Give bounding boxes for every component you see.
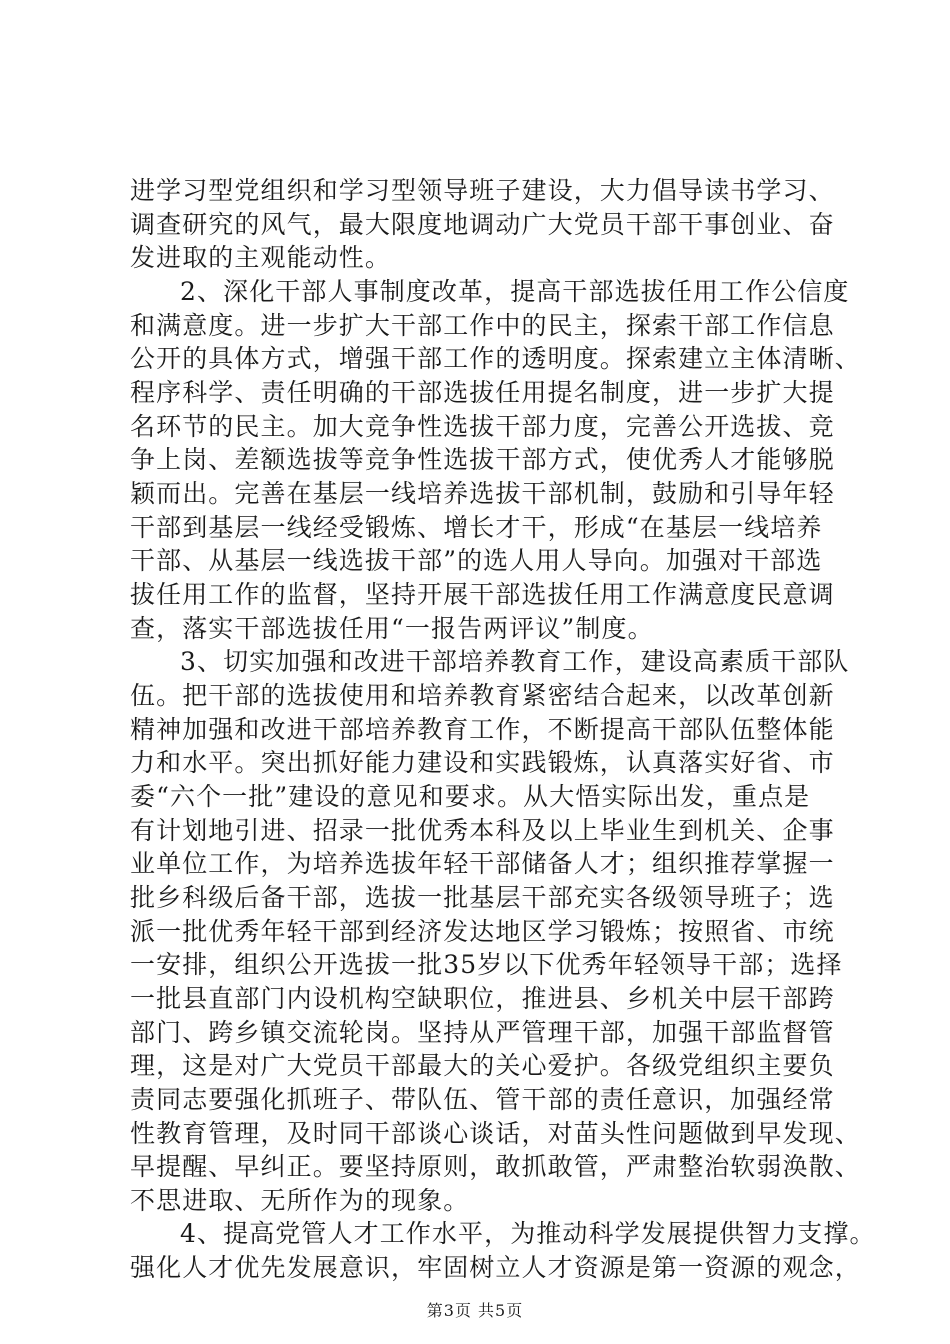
body-line: 程序科学、责任明确的干部选拔任用提名制度，进一步扩大提 (130, 378, 835, 407)
paragraph-start-line: 2、深化干部人事制度改革，提高干部选拔任用工作公信度 (180, 277, 850, 306)
body-line: 拔任用工作的监督，坚持开展干部选拔任用工作满意度民意调 (130, 580, 835, 609)
body-line: 早提醒、早纠正。要坚持原则，敢抓敢管，严肃整治软弱涣散、 (130, 1152, 861, 1181)
body-line: 调查研究的风气，最大限度地调动广大党员干部干事创业、奋 (130, 210, 835, 239)
body-line: 有计划地引进、招录一批优秀本科及以上毕业生到机关、企事 (130, 816, 835, 845)
body-line: 一批县直部门内设机构空缺职位，推进县、乡机关中层干部跨 (130, 984, 835, 1013)
body-line: 理，这是对广大党员干部最大的关心爱护。各级党组织主要负 (130, 1051, 835, 1080)
body-line: 性教育管理，及时同干部谈心谈话，对苗头性问题做到早发现、 (130, 1119, 861, 1148)
body-line: 批乡科级后备干部，选拔一批基层干部充实各级领导班子；选 (130, 883, 835, 912)
body-line: 强化人才优先发展意识，牢固树立人才资源是第一资源的观念， (130, 1253, 861, 1282)
body-line: 颖而出。完善在基层一线培养选拔干部机制，鼓励和引导年轻 (130, 479, 835, 508)
body-line: 责同志要强化抓班子、带队伍、管干部的责任意识，加强经常 (130, 1085, 835, 1114)
paragraph-start-line: 3、切实加强和改进干部培养教育工作，建设高素质干部队 (180, 647, 850, 676)
paragraph-start-line: 4、提高党管人才工作水平，为推动科学发展提供智力支撑。 (180, 1219, 876, 1248)
body-line: 发进取的主观能动性。 (130, 243, 392, 272)
body-line: 争上岗、差额选拔等竞争性选拔干部方式，使优秀人才能够脱 (130, 445, 835, 474)
body-line: 公开的具体方式，增强干部工作的透明度。探索建立主体清晰、 (130, 344, 861, 373)
body-line: 部门、跨乡镇交流轮岗。坚持从严管理干部，加强干部监督管 (130, 1018, 835, 1047)
body-line: 和满意度。进一步扩大干部工作中的民主，探索干部工作信息 (130, 311, 835, 340)
body-line: 干部、从基层一线选拔干部”的选人用人导向。加强对干部选 (130, 546, 823, 575)
body-line: 不思进取、无所作为的现象。 (130, 1186, 470, 1215)
body-line: 业单位工作，为培养选拔年轻干部储备人才；组织推荐掌握一 (130, 849, 835, 878)
page-number-footer: 第3页 共5页 (426, 1301, 524, 1320)
body-line: 名环节的民主。加大竞争性选拔干部力度，完善公开选拔、竞 (130, 412, 835, 441)
body-line: 力和水平。突出抓好能力建设和实践锻炼，认真落实好省、市 (130, 748, 835, 777)
body-line: 委“六个一批”建设的意见和要求。从大悟实际出发，重点是 (130, 782, 811, 811)
body-line: 查，落实干部选拔任用“一报告两评议”制度。 (130, 614, 654, 643)
body-line: 精神加强和改进干部培养教育工作，不断提高干部队伍整体能 (130, 715, 835, 744)
body-line: 伍。把干部的选拔使用和培养教育紧密结合起来，以改革创新 (130, 681, 835, 710)
body-line: 派一批优秀年轻干部到经济发达地区学习锻炼；按照省、市统 (130, 917, 835, 946)
body-line: 进学习型党组织和学习型领导班子建设，大力倡导读书学习、 (130, 176, 835, 205)
body-line: 干部到基层一线经受锻炼、增长才干，形成“在基层一线培养 (130, 513, 823, 542)
body-line: 一安排，组织公开选拔一批35岁以下优秀年轻领导干部；选择 (130, 950, 843, 979)
